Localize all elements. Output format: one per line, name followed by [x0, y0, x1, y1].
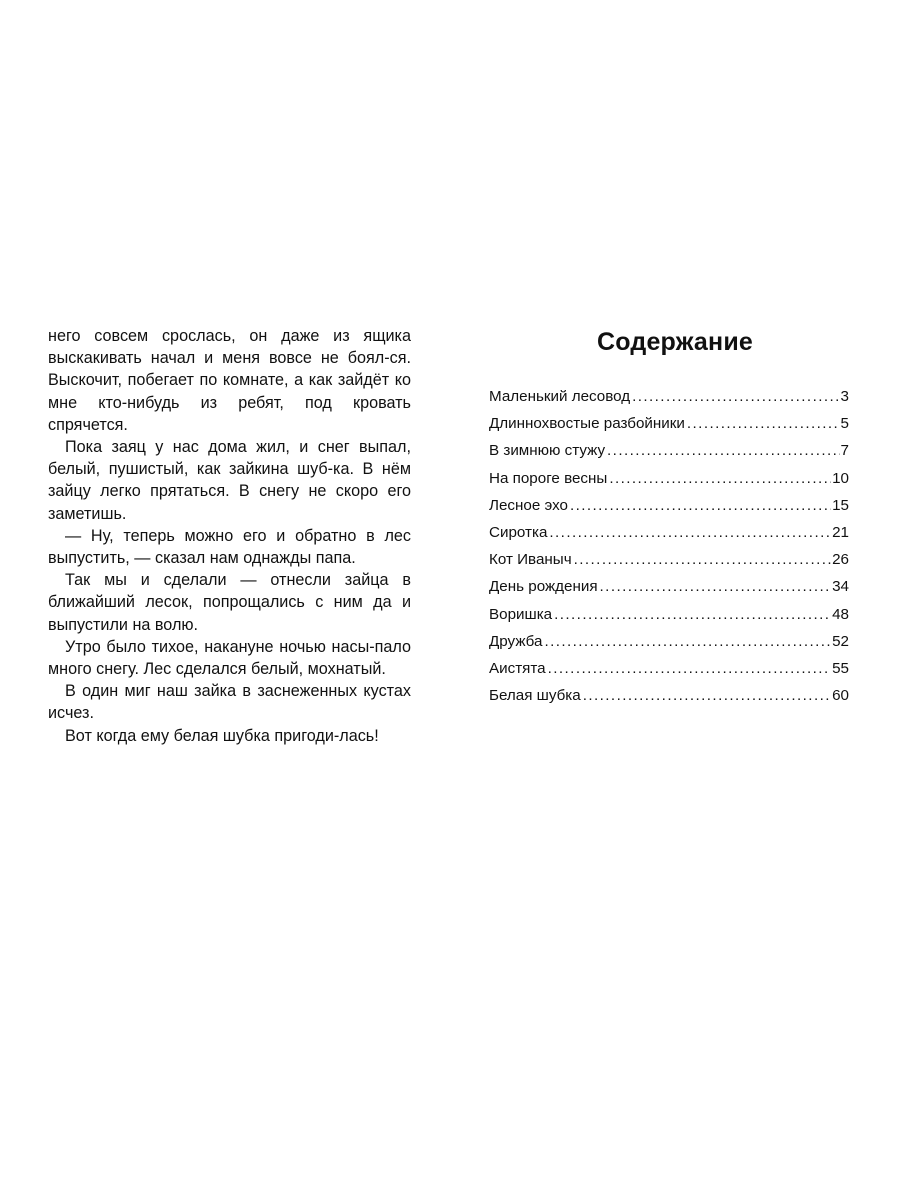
toc-entry-title: День рождения	[489, 578, 598, 596]
paragraph: Так мы и сделали — отнесли зайца в ближайший лесок, попрощались с ним да и выпустили на волю.	[48, 571, 411, 634]
toc-entry-title: Белая шубка	[489, 687, 581, 705]
toc-entry-title: Лесное эхо	[489, 496, 568, 514]
toc-entry[interactable]	[489, 687, 849, 714]
dot-leader	[687, 415, 840, 432]
toc-entry-page: 10	[832, 469, 849, 487]
dot-leader	[554, 606, 831, 623]
toc-entry-title: Сиротка	[489, 523, 548, 541]
table-of-contents	[489, 328, 849, 714]
toc-entry-title: Длиннохвостые разбойники	[489, 415, 685, 433]
toc-entry-page: 3	[840, 388, 849, 405]
toc-title: Содержание	[596, 328, 754, 356]
toc-list	[489, 388, 849, 714]
toc-entry[interactable]	[489, 415, 849, 442]
toc-entry[interactable]	[489, 551, 849, 578]
toc-entry-title: Дружба	[489, 632, 543, 650]
dot-leader	[544, 633, 831, 650]
toc-entry-title: Кот Иваныч	[489, 551, 572, 569]
dot-leader	[609, 470, 831, 487]
toc-entry-page: 26	[832, 551, 849, 569]
toc-entry-title: Маленький лесовод	[489, 388, 631, 405]
paragraph: него совсем срослась, он даже из ящика выскакивать начал и меня вовсе не боял-ся. Выскочит, побегает по комнате, а как зайдёт ко мне кто-нибудь из ребят, под кровать спрячется.	[48, 327, 411, 434]
paragraph: Утро было тихое, накануне ночью насы-пало много снегу. Лес сделался белый, мохнатый.	[48, 637, 411, 679]
dot-leader	[583, 687, 831, 704]
toc-entry-title: В зимнюю стужу	[489, 442, 606, 460]
toc-entry-page: 55	[832, 659, 849, 677]
toc-entry-page: 52	[832, 632, 849, 650]
story-text-column	[48, 325, 411, 747]
toc-entry[interactable]	[489, 606, 849, 633]
toc-entry-page: 21	[832, 523, 849, 541]
toc-entry[interactable]	[489, 660, 849, 687]
dot-leader	[632, 388, 839, 405]
toc-entry-page: 15	[832, 496, 849, 514]
paragraph: Вот когда ему белая шубка пригоди-лась!	[65, 726, 379, 745]
toc-entry[interactable]	[489, 470, 849, 497]
toc-entry[interactable]	[489, 442, 849, 469]
toc-entry-title: Воришка	[489, 605, 553, 623]
toc-entry-title: Аистята	[489, 659, 546, 677]
toc-entry-title: На пороге весны	[489, 469, 608, 487]
dot-leader	[570, 497, 831, 514]
toc-entry[interactable]	[489, 497, 849, 524]
toc-entry[interactable]	[489, 578, 849, 605]
toc-entry[interactable]	[489, 388, 849, 415]
dot-leader	[548, 660, 831, 677]
toc-entry-page: 5	[840, 415, 849, 433]
toc-entry-page: 48	[832, 605, 849, 623]
paragraph: Пока заяц у нас дома жил, и снег выпал, белый, пушистый, как зайкина шуб-ка. В нём зайцу легко прятаться. В снегу не скоро его заметишь.	[48, 438, 411, 523]
dot-leader	[549, 524, 831, 541]
dot-leader	[574, 551, 831, 568]
toc-entry[interactable]	[489, 524, 849, 551]
dot-leader	[600, 578, 832, 595]
paragraph: В один миг наш зайка в заснеженных кустах исчез.	[48, 682, 411, 723]
toc-entry-page: 7	[840, 442, 849, 460]
dot-leader	[607, 442, 840, 459]
toc-entry[interactable]	[489, 633, 849, 660]
toc-entry-page: 34	[832, 578, 849, 596]
toc-entry-page: 60	[832, 687, 849, 705]
paragraph: — Ну, теперь можно его и обратно в лес выпустить, — сказал нам однажды папа.	[48, 526, 411, 568]
